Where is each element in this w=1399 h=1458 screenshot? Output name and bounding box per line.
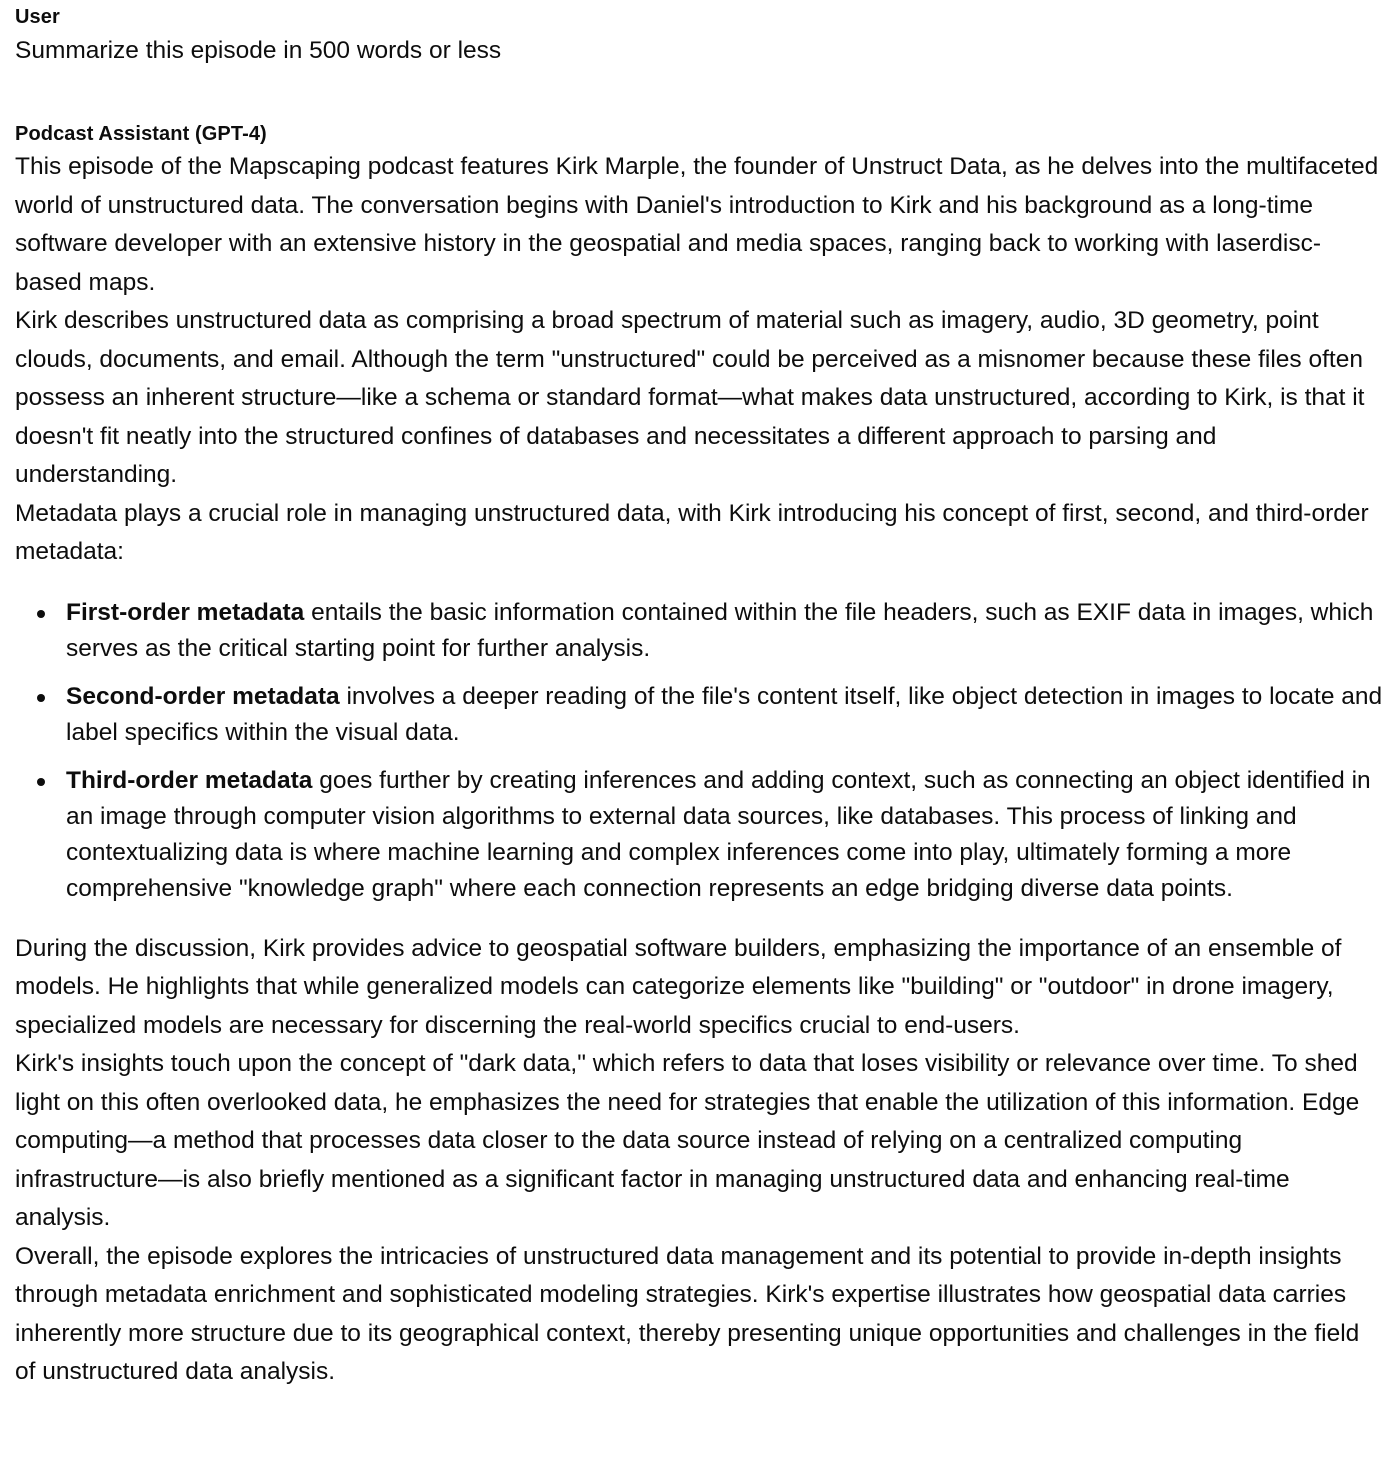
paragraph: This episode of the Mapscaping podcast features Kirk Marple, the founder of Unstruct Data, as he delves into the multifaceted world of unstructured data. The conversation begins with Daniel's introduction to Kirk and his background as a long-time software developer with an extensive history in the geospatial and media spaces, ranging back to working with laserdisc-based maps. bbox=[15, 153, 1379, 296]
paragraph: Kirk describes unstructured data as comprising a broad spectrum of material such as imagery, audio, 3D geometry, point clouds, documents, and email. Although the term "unstructured" could be perceived as a misnomer because these files often possess an inherent structure—like a schema or standard format—what makes data unstructured, according to Kirk, is that it doesn't fit neatly into the structured confines of databases and necessitates a different approach to parsing and understanding. bbox=[15, 307, 1365, 488]
user-message bbox=[15, 4, 1385, 70]
user-author-label: User bbox=[15, 6, 60, 28]
bullet-icon bbox=[37, 778, 45, 786]
metadata-order-list bbox=[15, 595, 1385, 907]
list-item-text: entails the basic information contained within the file headers, such as EXIF data in images, which serves as the critical starting point for further analysis. bbox=[66, 598, 1374, 662]
list-item bbox=[66, 595, 1385, 667]
list-item bbox=[66, 763, 1385, 907]
list-item-text: goes further by creating inferences and adding context, such as connecting an object identified in an image through computer vision algorithms to external data sources, like databases. This process of linking and contextualizing data is where machine learning and complex inferences come into play, ultimately forming a more comprehensive "knowledge graph" where each connection represents an edge bridging diverse data points. bbox=[66, 766, 1371, 902]
bullet-icon bbox=[37, 610, 45, 618]
assistant-message bbox=[15, 121, 1385, 1392]
paragraph: Overall, the episode explores the intricacies of unstructured data management and its potential to provide in-depth insights through metadata enrichment and sophisticated modeling strategies. Kirk's expertise illustrates how geospatial data carries inherently more structure due to its geographical context, thereby presenting unique opportunities and challenges in the field of unstructured data analysis. bbox=[15, 1242, 1360, 1385]
list-item-text: involves a deeper reading of the file's content itself, like object detection in images to locate and label specifics within the visual data. bbox=[66, 682, 1383, 746]
assistant-author-label: Podcast Assistant (GPT-4) bbox=[15, 123, 267, 145]
paragraph: During the discussion, Kirk provides advice to geospatial software builders, emphasizing the importance of an ensemble of models. He highlights that while generalized models can categorize elements like "building" or "outdoor" in drone imagery, specialized models are necessary for discerning the real-world specifics crucial to end-users. bbox=[15, 934, 1342, 1039]
list-item-term: First-order metadata bbox=[66, 598, 305, 626]
list-item bbox=[66, 679, 1385, 751]
list-item-term: Third-order metadata bbox=[66, 766, 313, 794]
paragraph: Metadata plays a crucial role in managing unstructured data, with Kirk introducing his concept of first, second, and third-order metadata: bbox=[15, 499, 1369, 565]
bullet-icon bbox=[37, 694, 45, 702]
chat-transcript bbox=[0, 4, 1399, 1392]
paragraph: Kirk's insights touch upon the concept of "dark data," which refers to data that loses visibility or relevance over time. To shed light on this often overlooked data, he emphasizes the need for strategies that enable the utilization of this information. Edge computing—a method that processes data closer to the data source instead of relying on a centralized computing infrastructure—is also briefly mentioned as a significant factor in managing unstructured data and enhancing real-time analysis. bbox=[15, 1050, 1360, 1231]
user-message-text: Summarize this episode in 500 words or less bbox=[15, 37, 502, 64]
list-item-term: Second-order metadata bbox=[66, 682, 340, 710]
assistant-message-body bbox=[15, 148, 1385, 1392]
